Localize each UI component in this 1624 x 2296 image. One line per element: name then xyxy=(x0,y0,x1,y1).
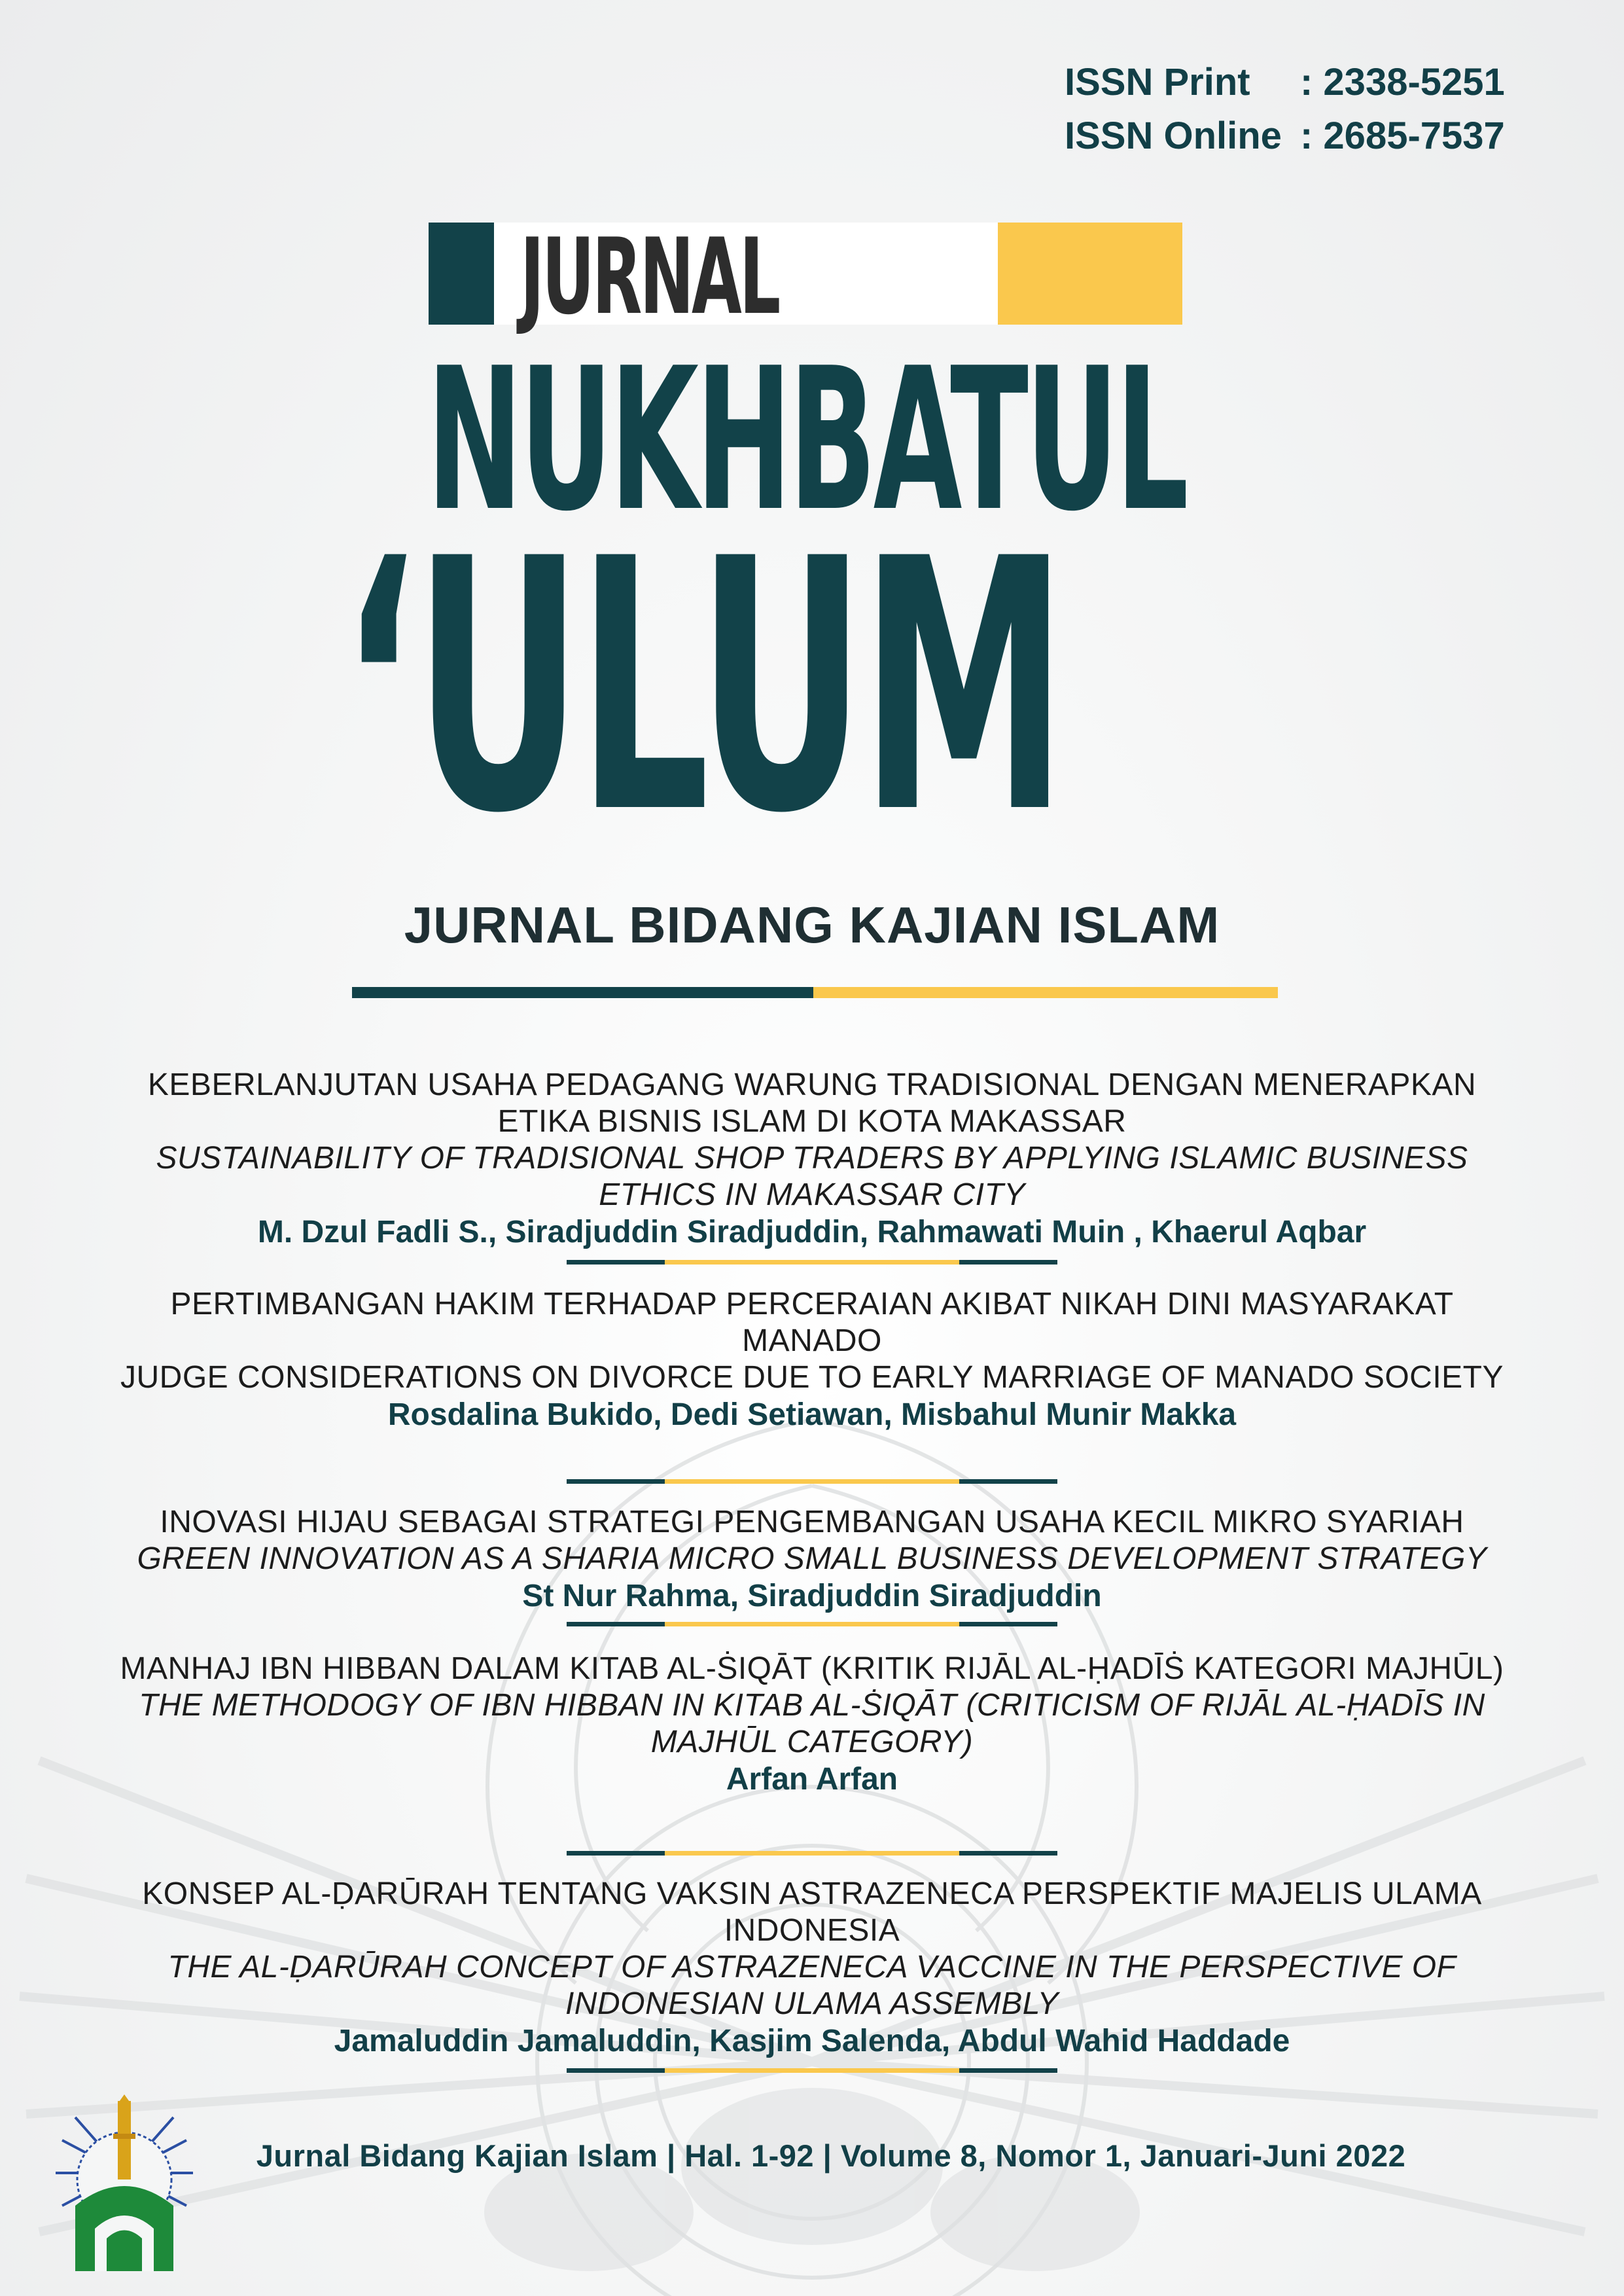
article-title-id: MANHAJ IBN HIBBAN DALAM KITAB AL-ṠIQĀT (KRITIK RIJĀL AL-ḤADĪṠ KATEGORI MAJHŪL) xyxy=(120,1651,1504,1686)
university-logo-icon xyxy=(49,2094,200,2271)
article-separator xyxy=(567,1851,1057,1856)
footer-info: Jurnal Bidang Kajian Islam | Hal. 1-92 | Volume 8, Nomor 1, Januari-Juni 2022 xyxy=(256,2138,1406,2173)
article-item xyxy=(98,1286,1526,1434)
article-item xyxy=(98,1504,1526,1615)
issn-online-label: ISSN Online xyxy=(1065,115,1282,157)
article-title-id: INOVASI HIJAU SEBAGAI STRATEGI PENGEMBANGAN USAHA KECIL MIKRO SYARIAH xyxy=(160,1505,1464,1539)
article-item xyxy=(98,1876,1526,2060)
title-bar-gold xyxy=(998,223,1182,325)
title-bar-dark xyxy=(429,223,494,325)
article-title-en: SUSTAINABILITY OF TRADISIONAL SHOP TRADERS BY APPLYING ISLAMIC BUSINESS ETHICS IN MAKASSAR CITY xyxy=(156,1141,1468,1212)
article-item xyxy=(98,1651,1526,1799)
title-rule-dark xyxy=(352,987,813,998)
issn-online-value: : 2685-7537 xyxy=(1300,115,1505,157)
journal-title-line2: ‘ULUM xyxy=(340,485,1062,889)
issn-block xyxy=(1065,56,1562,163)
article-separator xyxy=(567,2068,1057,2073)
article-title-id: KEBERLANJUTAN USAHA PEDAGANG WARUNG TRADISIONAL DENGAN MENERAPKAN ETIKA BISNIS ISLAM DI KOTA MAKASSAR xyxy=(147,1067,1477,1139)
article-separator xyxy=(567,1622,1057,1626)
article-authors: Rosdalina Bukido, Dedi Setiawan, Misbahul Munir Makka xyxy=(387,1397,1237,1432)
title-rule-gold xyxy=(813,987,1278,998)
article-separator xyxy=(567,1479,1057,1484)
article-separator xyxy=(567,1260,1057,1265)
issn-print-value: : 2338-5251 xyxy=(1300,61,1505,103)
jurnal-label: JURNAL xyxy=(520,215,779,338)
article-title-en: GREEN INNOVATION AS A SHARIA MICRO SMALL BUSINESS DEVELOPMENT STRATEGY xyxy=(137,1541,1487,1576)
article-authors: Arfan Arfan xyxy=(726,1762,898,1797)
issn-print-label: ISSN Print xyxy=(1065,61,1250,103)
article-title-id: KONSEP AL-ḌARŪRAH TENTANG VAKSIN ASTRAZENECA PERSPEKTIF MAJELIS ULAMA INDONESIA xyxy=(142,1876,1482,1948)
article-authors: M. Dzul Fadli S., Siradjuddin Siradjuddin, Rahmawati Muin , Khaerul Aqbar xyxy=(257,1215,1367,1249)
article-title-en: JUDGE CONSIDERATIONS ON DIVORCE DUE TO EARLY MARRIAGE OF MANADO SOCIETY xyxy=(120,1360,1504,1395)
journal-title-line1: NUKHBATUL xyxy=(427,326,1186,554)
article-title-en: THE AL-ḌARŪRAH CONCEPT OF ASTRAZENECA VACCINE IN THE PERSPECTIVE OF INDONESIAN ULAMA ASSEMBLY xyxy=(168,1950,1456,2021)
article-title-id: PERTIMBANGAN HAKIM TERHADAP PERCERAIAN AKIBAT NIKAH DINI MASYARAKAT MANADO xyxy=(170,1287,1454,1358)
article-item xyxy=(98,1067,1526,1251)
article-authors: St Nur Rahma, Siradjuddin Siradjuddin xyxy=(522,1579,1102,1613)
article-title-en: THE METHODOGY OF IBN HIBBAN IN KITAB AL-ṠIQĀT (CRITICISM OF RIJĀL AL-ḤADĪS IN MAJHŪL CATEGORY) xyxy=(139,1688,1485,1759)
article-authors: Jamaluddin Jamaluddin, Kasjim Salenda, Abdul Wahid Haddade xyxy=(334,2024,1290,2058)
journal-subtitle: JURNAL BIDANG KAJIAN ISLAM xyxy=(404,896,1220,954)
